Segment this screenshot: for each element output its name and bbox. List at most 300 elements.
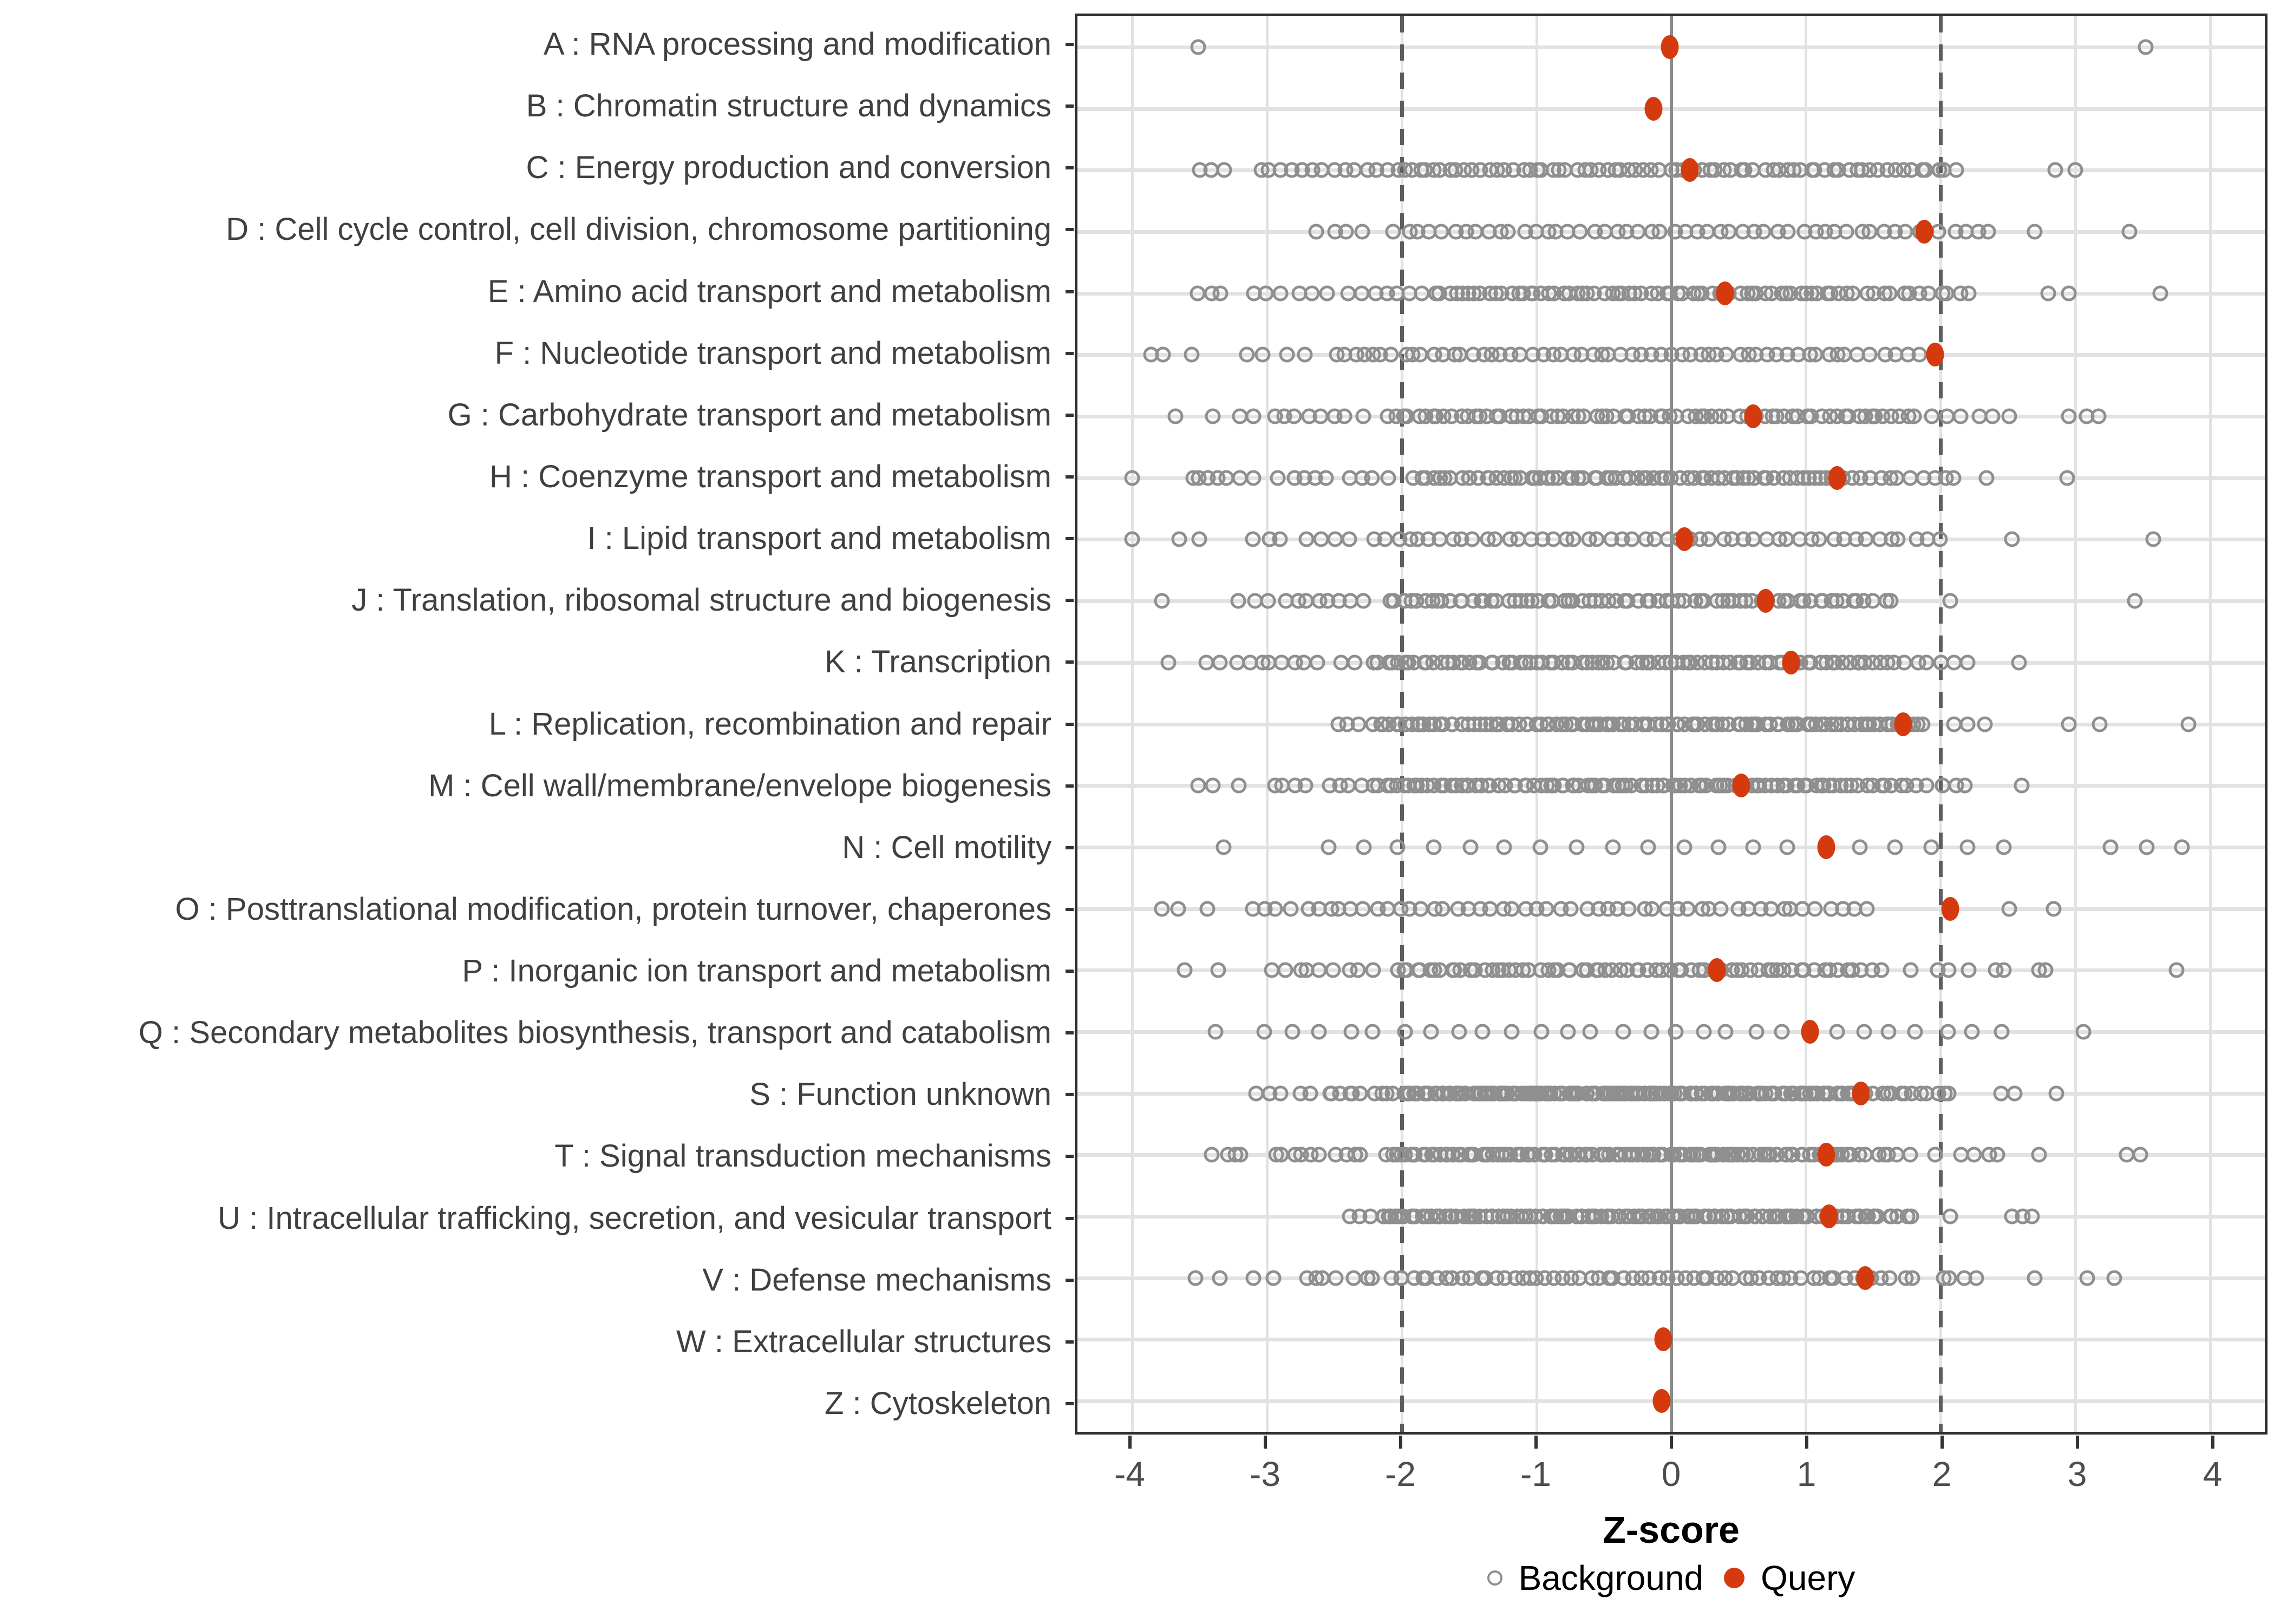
category-label: C : Energy production and conversion (526, 150, 1051, 186)
background-point (1644, 901, 1660, 916)
background-point (1352, 1085, 1368, 1101)
y-axis-tick (1066, 228, 1074, 231)
background-point (1190, 778, 1206, 794)
background-point (2152, 285, 2168, 301)
query-point (1820, 1204, 1838, 1228)
background-point (1170, 901, 1186, 916)
background-point (1390, 839, 1406, 855)
category-label: V : Defense mechanisms (702, 1262, 1051, 1298)
background-point (1350, 962, 1366, 978)
background-point (1267, 901, 1283, 916)
background-point (1897, 654, 1912, 670)
background-point (2076, 1024, 2092, 1039)
background-point (1907, 1024, 1923, 1039)
background-point (1919, 778, 1935, 794)
background-point (2007, 1085, 2023, 1101)
background-point (2080, 1270, 2095, 1286)
background-point (1318, 470, 1334, 486)
background-point (2024, 1209, 2040, 1224)
y-axis-tick (1066, 784, 1074, 788)
legend-query-label: Query (1761, 1558, 1855, 1597)
background-point (1462, 839, 1478, 855)
background-point (1413, 901, 1428, 916)
background-point (1246, 1270, 1262, 1286)
background-point (1475, 1024, 1491, 1039)
background-point (1941, 1270, 1957, 1286)
background-point (1154, 901, 1169, 916)
background-point (2038, 962, 2054, 978)
background-point (1212, 654, 1227, 670)
query-point (1732, 774, 1750, 797)
x-axis-tick (1534, 1436, 1538, 1449)
x-axis-tick-label: -1 (1520, 1455, 1551, 1494)
background-point (1780, 224, 1796, 239)
y-axis-tick (1066, 908, 1074, 911)
background-point (1299, 532, 1315, 547)
background-point (1355, 409, 1371, 424)
background-point (1996, 962, 2012, 978)
background-point (1285, 1024, 1301, 1039)
query-point (1941, 897, 1959, 921)
background-point (1190, 39, 1206, 55)
background-point (1680, 901, 1696, 916)
y-axis-tick (1066, 1279, 1074, 1282)
background-point (2027, 224, 2043, 239)
background-point (1340, 778, 1356, 794)
background-point (1255, 347, 1271, 363)
background-point (1984, 409, 2000, 424)
background-point (1217, 162, 1232, 178)
x-axis-tick (1940, 1436, 1944, 1449)
query-point (1661, 35, 1679, 59)
y-axis-tick (1066, 723, 1074, 726)
background-point (1897, 224, 1913, 239)
background-point (1779, 839, 1795, 855)
y-axis-tick (1066, 970, 1074, 973)
background-point (2181, 716, 2197, 732)
y-axis-tick (1066, 1093, 1074, 1096)
background-point (1534, 1024, 1550, 1039)
y-axis-tick (1066, 660, 1074, 664)
background-point (1960, 839, 1976, 855)
background-point (1968, 1270, 1984, 1286)
x-axis-tick (1670, 1436, 1673, 1449)
query-point (1716, 281, 1734, 305)
category-label: T : Signal transduction mechanisms (554, 1138, 1051, 1174)
x-axis-tick-label: 1 (1796, 1455, 1816, 1494)
background-point (1906, 409, 1922, 424)
background-point (2061, 285, 2076, 301)
background-point (1845, 285, 1861, 301)
background-point (1882, 1270, 1898, 1286)
background-point (1192, 532, 1207, 547)
background-point (1205, 778, 1221, 794)
background-point (1710, 839, 1726, 855)
background-point (1745, 532, 1761, 547)
background-point (1948, 162, 1964, 178)
background-point (2121, 224, 2137, 239)
background-point (1125, 532, 1140, 547)
category-label: B : Chromatin structure and dynamics (526, 88, 1051, 124)
background-point (2139, 839, 2154, 855)
background-point (1861, 347, 1877, 363)
query-point (1894, 712, 1912, 736)
background-point (1977, 716, 1993, 732)
background-point (1345, 1270, 1361, 1286)
x-axis-tick-label: 2 (1932, 1455, 1952, 1494)
background-point (1919, 654, 1935, 670)
background-point (1563, 901, 1578, 916)
background-point (1380, 470, 1396, 486)
background-point (1328, 1270, 1344, 1286)
background-point (1496, 839, 1512, 855)
category-label: M : Cell wall/membrane/envelope biogenesis (428, 768, 1051, 803)
background-point (1213, 285, 1229, 301)
background-point (1652, 224, 1668, 239)
background-point (1423, 1024, 1439, 1039)
background-point (1923, 839, 1939, 855)
background-point (2001, 409, 2017, 424)
query-point (1653, 1389, 1671, 1413)
background-point (1266, 1270, 1282, 1286)
background-point (1953, 409, 1969, 424)
background-point (1161, 654, 1177, 670)
background-point (1279, 347, 1295, 363)
background-point (1881, 1024, 1897, 1039)
x-axis-tick (1399, 1436, 1402, 1449)
background-point (1344, 1024, 1360, 1039)
background-point (1272, 532, 1288, 547)
background-point (1960, 654, 1976, 670)
background-point (1696, 1024, 1712, 1039)
background-point (1904, 1209, 1919, 1224)
background-point (1890, 532, 1906, 547)
background-point (1713, 901, 1729, 916)
query-point (1856, 1266, 1874, 1290)
background-point (1539, 901, 1554, 916)
background-point (1426, 839, 1442, 855)
background-point (2127, 593, 2142, 609)
category-label: A : RNA processing and modification (543, 27, 1051, 62)
background-point (1994, 1024, 2009, 1039)
background-point (1256, 1024, 1272, 1039)
background-point (1304, 285, 1320, 301)
query-point (1817, 1143, 1835, 1167)
background-point (2138, 39, 2153, 55)
background-point (1861, 224, 1877, 239)
background-point (1337, 409, 1352, 424)
category-label: O : Posttranslational modification, protein turnover, chaperones (175, 891, 1051, 927)
background-point (2061, 716, 2076, 732)
background-point (1212, 1270, 1227, 1286)
background-point (1859, 901, 1874, 916)
query-point (1756, 589, 1774, 613)
background-point (1312, 409, 1328, 424)
y-axis-tick (1066, 1031, 1074, 1034)
background-point (1377, 532, 1393, 547)
background-point (1942, 593, 1958, 609)
y-axis-tick (1066, 290, 1074, 293)
background-point (1964, 1024, 1979, 1039)
y-axis-tick (1066, 1340, 1074, 1344)
background-point (1272, 285, 1288, 301)
background-point (1125, 470, 1140, 486)
background-point (1205, 409, 1221, 424)
background-point (1616, 1024, 1631, 1039)
background-point (1961, 285, 1977, 301)
background-point (1272, 1085, 1288, 1101)
query-point (1681, 158, 1699, 182)
background-point (1464, 532, 1480, 547)
category-label: D : Cell cycle control, cell division, chromosome partitioning (226, 212, 1051, 247)
query-point (1708, 958, 1726, 982)
background-point (1565, 532, 1581, 547)
background-point (1500, 224, 1516, 239)
background-point (1435, 901, 1450, 916)
background-point (1940, 1024, 1956, 1039)
background-point (2041, 285, 2056, 301)
background-point (1302, 1085, 1318, 1101)
background-point (1852, 839, 1867, 855)
background-point (1278, 962, 1293, 978)
x-axis-tick (1264, 1436, 1267, 1449)
background-point (1319, 285, 1335, 301)
background-point (1338, 224, 1354, 239)
background-point (1311, 1147, 1327, 1163)
background-point (1167, 409, 1183, 424)
background-point (1246, 470, 1262, 486)
background-point (1582, 1024, 1598, 1039)
background-point (1940, 1085, 1956, 1101)
x-axis-tick (1805, 1436, 1808, 1449)
background-point (1230, 593, 1246, 609)
x-axis-tick-label: -4 (1114, 1455, 1145, 1494)
y-axis-tick (1066, 166, 1074, 169)
background-point (1621, 901, 1637, 916)
query-point (1817, 835, 1835, 859)
background-point (2146, 532, 2161, 547)
background-point (1155, 347, 1171, 363)
background-point (1560, 1024, 1576, 1039)
background-point (1355, 593, 1371, 609)
background-point (1188, 1270, 1204, 1286)
background-point (1668, 1024, 1684, 1039)
background-point (1504, 1024, 1520, 1039)
background-point (2004, 532, 2020, 547)
legend (1075, 1558, 2268, 1598)
query-point (1782, 651, 1800, 675)
background-point (1774, 1024, 1790, 1039)
background-point (1605, 839, 1621, 855)
background-point (1829, 1024, 1845, 1039)
query-point (1654, 1327, 1672, 1351)
background-point (1325, 962, 1341, 978)
background-point (2168, 962, 2184, 978)
background-point (2068, 162, 2083, 178)
background-point (2047, 162, 2063, 178)
background-point (1365, 962, 1381, 978)
y-axis-tick (1066, 43, 1074, 46)
background-point (1643, 1024, 1659, 1039)
background-point (2107, 1270, 2122, 1286)
background-point (1902, 1147, 1918, 1163)
query-marker-icon (1724, 1568, 1744, 1588)
background-point (2027, 1270, 2043, 1286)
background-point (1297, 347, 1312, 363)
background-point (1355, 901, 1370, 916)
category-label: Q : Secondary metabolites biosynthesis, transport and catabolism (138, 1015, 1051, 1051)
background-point (1912, 347, 1927, 363)
background-point (1718, 1024, 1734, 1039)
background-point (1342, 532, 1357, 547)
background-point (1874, 962, 1890, 978)
background-point (1915, 716, 1931, 732)
background-marker-icon (1487, 1570, 1502, 1586)
y-axis-tick (1066, 1155, 1074, 1158)
background-point (2061, 409, 2076, 424)
background-point (1190, 285, 1206, 301)
background-point (1504, 901, 1519, 916)
background-point (1364, 470, 1380, 486)
background-point (2014, 778, 2029, 794)
category-label: I : Lipid transport and metabolism (587, 521, 1051, 556)
background-point (2092, 716, 2107, 732)
category-label: K : Transcription (824, 644, 1051, 680)
query-point (1744, 404, 1762, 428)
plot-panel (1075, 14, 2268, 1435)
background-point (1533, 839, 1548, 855)
y-axis-tick (1066, 537, 1074, 540)
background-point (1321, 839, 1337, 855)
x-axis-tick-label: -2 (1385, 1455, 1416, 1494)
background-point (1355, 224, 1370, 239)
y-axis-tick (1066, 414, 1074, 417)
x-axis-tick-label: 3 (2067, 1455, 2087, 1494)
category-label: U : Intracellular trafficking, secretion, and vesicular transport (218, 1200, 1051, 1236)
background-point (1938, 285, 1954, 301)
category-label: Z : Cytoskeleton (824, 1385, 1051, 1421)
category-label: E : Amino acid transport and metabolism (487, 273, 1051, 309)
background-point (1903, 962, 1919, 978)
background-point (1932, 532, 1948, 547)
background-point (1763, 901, 1779, 916)
background-point (1838, 224, 1854, 239)
background-point (1624, 532, 1639, 547)
background-point (2102, 839, 2118, 855)
background-point (1216, 839, 1232, 855)
y-axis-tick (1066, 846, 1074, 849)
category-label: P : Inorganic ion transport and metabolism (462, 953, 1051, 989)
background-point (1452, 1024, 1467, 1039)
background-point (1245, 532, 1260, 547)
background-point (1233, 1147, 1249, 1163)
category-label: L : Replication, recombination and repair (488, 706, 1051, 742)
query-point (1852, 1082, 1870, 1105)
background-point (1641, 839, 1656, 855)
y-axis-tick (1066, 599, 1074, 602)
background-point (1364, 1270, 1380, 1286)
background-point (1957, 778, 1972, 794)
background-point (1347, 654, 1362, 670)
y-axis-tick (1066, 352, 1074, 355)
background-point (1310, 654, 1325, 670)
background-point (1989, 1147, 2005, 1163)
background-point (1569, 839, 1585, 855)
category-label: S : Function unknown (749, 1077, 1051, 1112)
background-point (1270, 470, 1285, 486)
background-point (2031, 1147, 2047, 1163)
background-point (1748, 1024, 1764, 1039)
background-point (1630, 224, 1645, 239)
background-point (1677, 839, 1693, 855)
background-point (1996, 839, 2012, 855)
y-axis-tick (1066, 1217, 1074, 1220)
query-point (1916, 220, 1933, 244)
legend-item-query (1724, 1558, 1855, 1598)
background-point (1351, 716, 1367, 732)
category-label: H : Coenzyme transport and metabolism (489, 459, 1051, 494)
x-axis-tick (1128, 1436, 1132, 1449)
background-point (1942, 1209, 1958, 1224)
category-label: N : Cell motility (842, 829, 1051, 865)
background-point (1258, 285, 1273, 301)
query-point (1676, 527, 1694, 551)
background-point (1308, 224, 1324, 239)
background-point (1413, 347, 1428, 363)
background-point (1200, 901, 1216, 916)
background-point (1856, 1024, 1872, 1039)
background-point (1172, 532, 1187, 547)
background-point (1882, 285, 1898, 301)
background-point (1778, 532, 1794, 547)
background-point (1211, 962, 1226, 978)
background-point (1246, 409, 1262, 424)
background-point (1701, 532, 1717, 547)
background-point (1311, 1024, 1327, 1039)
query-point (1801, 1020, 1819, 1044)
query-point (1926, 343, 1944, 366)
background-point (1978, 470, 1994, 486)
x-axis-tick-label: 0 (1661, 1455, 1681, 1494)
background-point (1812, 532, 1827, 547)
background-point (1883, 593, 1899, 609)
background-point (1960, 716, 1976, 732)
background-point (2060, 470, 2075, 486)
background-point (1260, 593, 1276, 609)
background-point (2049, 1085, 2064, 1101)
background-point (1807, 901, 1822, 916)
background-point (1487, 532, 1502, 547)
background-point (1352, 1147, 1368, 1163)
background-point (1981, 224, 1996, 239)
background-point (1941, 962, 1957, 978)
background-point (1433, 224, 1449, 239)
background-point (1239, 347, 1254, 363)
x-axis-tick-label: -3 (1250, 1455, 1280, 1494)
background-point (1414, 285, 1429, 301)
background-point (2002, 901, 2017, 916)
category-label: J : Translation, ribosomal structure and biogenesis (351, 582, 1051, 618)
background-point (1204, 1147, 1219, 1163)
background-point (1966, 1147, 1982, 1163)
background-point (1927, 1147, 1943, 1163)
background-point (1231, 778, 1246, 794)
x-axis-tick (2076, 1436, 2079, 1449)
background-point (1397, 1024, 1413, 1039)
background-point (1356, 839, 1372, 855)
background-point (1887, 839, 1903, 855)
category-label: F : Nucleotide transport and metabolism (494, 335, 1051, 371)
